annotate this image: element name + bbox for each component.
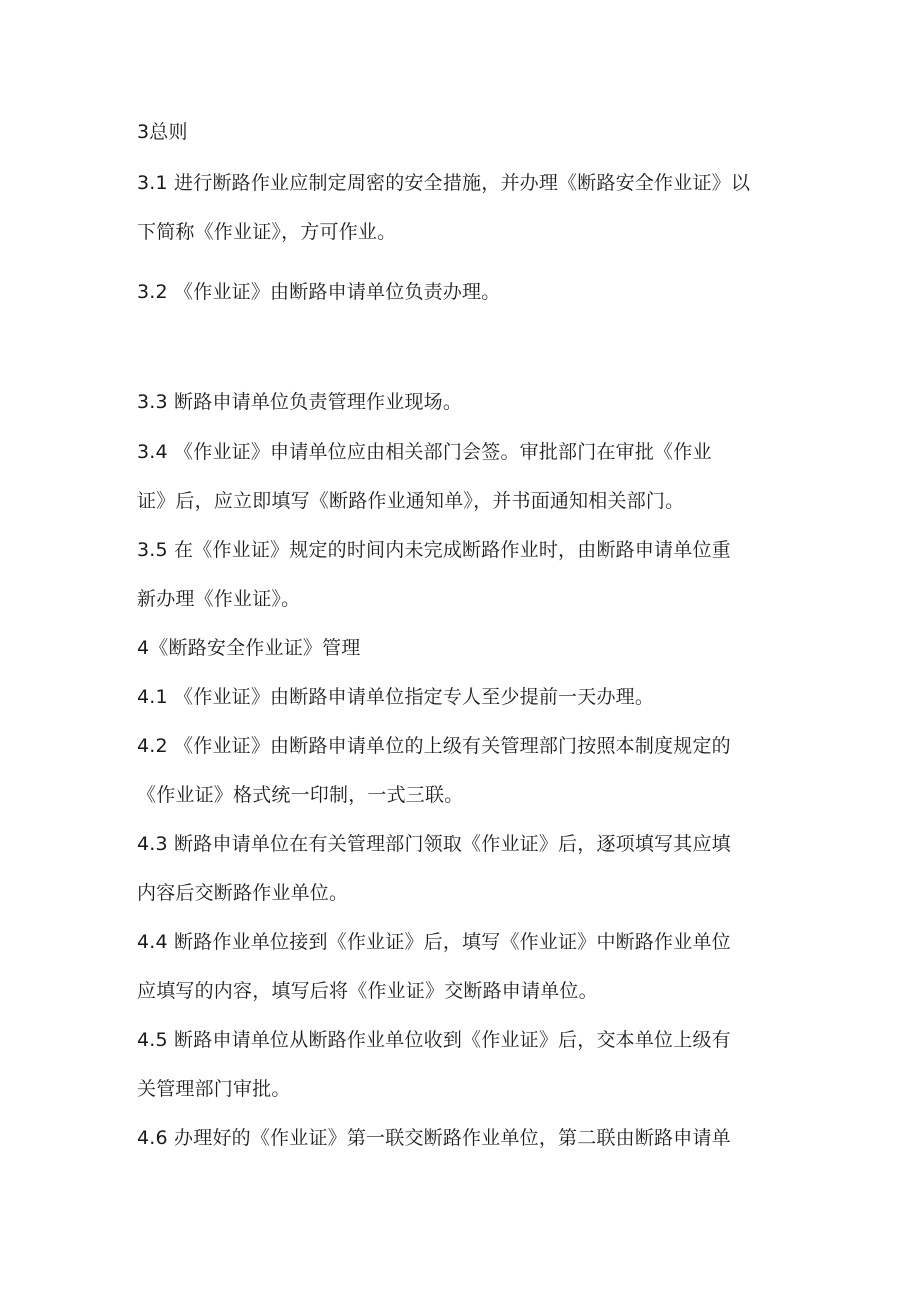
clause-4-2-line-2: 《作业证》格式统一印制，一式三联。 xyxy=(137,784,464,806)
clause-4-6-line-1: 4.6 办理好的《作业证》第一联交断路作业单位，第二联由断路申请单 xyxy=(137,1127,731,1149)
clause-3-5-line-1: 3.5 在《作业证》规定的时间内未完成断路作业时，由断路申请单位重 xyxy=(137,539,731,561)
clause-4-5-line-1: 4.5 断路申请单位从断路作业单位收到《作业证》后，交本单位上级有 xyxy=(137,1029,731,1051)
clause-4-3-line-2: 内容后交断路作业单位。 xyxy=(137,882,349,904)
clause-3-2: 3.2 《作业证》由断路申请单位负责办理。 xyxy=(137,281,501,303)
section-4-heading: 4《断路安全作业证》管理 xyxy=(137,637,361,659)
clause-3-5-line-2: 新办理《作业证》。 xyxy=(137,588,301,610)
clause-3-1-line-2: 下简称《作业证》，方可作业。 xyxy=(137,221,397,243)
clause-4-4-line-2: 应填写的内容，填写后将《作业证》交断路申请单位。 xyxy=(137,980,598,1002)
clause-4-5-line-2: 关管理部门审批。 xyxy=(137,1078,291,1100)
clause-3-4-line-2: 证》后，应立即填写《断路作业通知单》，并书面通知相关部门。 xyxy=(137,490,685,512)
clause-4-2-line-1: 4.2 《作业证》由断路申请单位的上级有关管理部门按照本制度规定的 xyxy=(137,735,731,757)
section-3-heading: 3总则 xyxy=(137,121,188,143)
clause-4-4-line-1: 4.4 断路作业单位接到《作业证》后，填写《作业证》中断路作业单位 xyxy=(137,931,731,953)
clause-3-1-line-1: 3.1 进行断路作业应制定周密的安全措施，并办理《断路安全作业证》以 xyxy=(137,172,751,194)
clause-4-1: 4.1 《作业证》由断路申请单位指定专人至少提前一天办理。 xyxy=(137,686,655,708)
clause-4-3-line-1: 4.3 断路申请单位在有关管理部门领取《作业证》后，逐项填写其应填 xyxy=(137,833,731,855)
clause-3-4-line-1: 3.4 《作业证》申请单位应由相关部门会签。审批部门在审批《作业 xyxy=(137,441,712,463)
clause-3-3: 3.3 断路申请单位负责管理作业现场。 xyxy=(137,391,463,413)
